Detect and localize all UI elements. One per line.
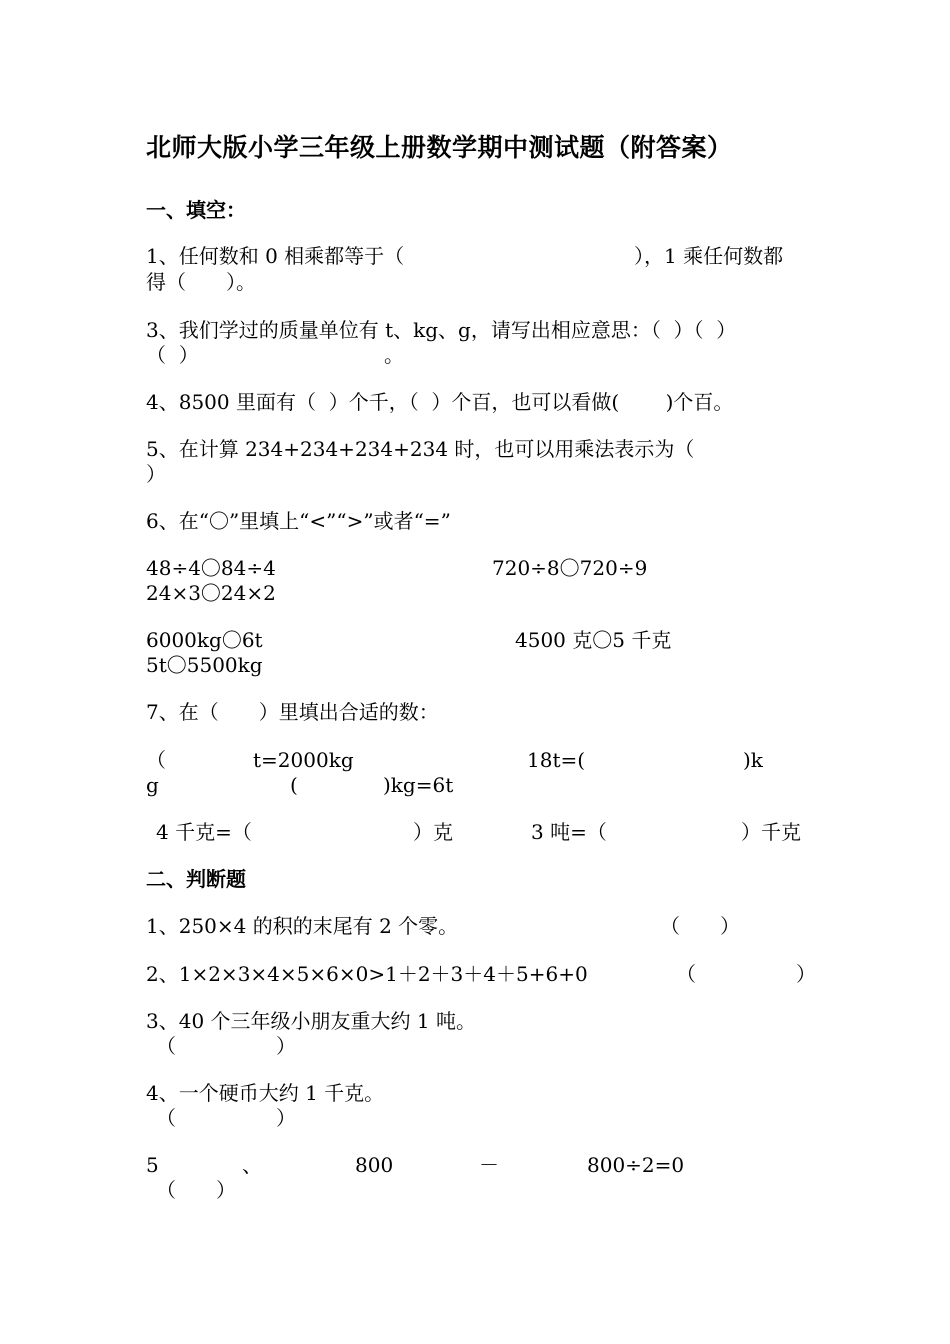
- q1-line1-part1: 1、任何数和 0 相乘都等于（: [146, 244, 405, 268]
- q7-r1-open-paren: （: [146, 748, 166, 772]
- q7-r1-18t: 18t=(: [527, 748, 586, 772]
- q1-line1-part2: ），1 乘任何数都: [634, 244, 784, 268]
- q6-compare-3: 24×3〇24×2: [146, 581, 276, 605]
- section-judgement-heading: 二、判断题: [146, 867, 246, 891]
- q5-line2: ）: [146, 462, 166, 486]
- j2-answer-paren: （ ）: [676, 962, 816, 986]
- j5-division: 800÷2=0: [587, 1153, 685, 1177]
- j5-separator: 、: [242, 1153, 262, 1177]
- j1-text: 1、250×4 的积的末尾有 2 个零。: [146, 914, 459, 938]
- q1-line2: 得（ ）。: [146, 270, 256, 294]
- q7-r2-3ton: 3 吨=（: [531, 820, 607, 844]
- q7-r2-gram: ）克: [413, 820, 453, 844]
- j1-answer-paren: （ ）: [660, 914, 740, 938]
- q6-compare-5: 4500 克〇5 千克: [515, 628, 672, 652]
- q6-compare-6: 5t〇5500kg: [146, 653, 263, 677]
- q7-r2-4kg: 4 千克=（: [156, 820, 252, 844]
- q7-r1-open-paren-2: (: [290, 773, 298, 797]
- j3-text: 3、40 个三年级小朋友重大约 1 吨。: [146, 1009, 476, 1033]
- q7-r1-kg-close: )k: [743, 748, 763, 772]
- q7-r1-g: g: [146, 773, 159, 797]
- document-title: 北师大版小学三年级上册数学期中测试题（附答案）: [146, 133, 733, 162]
- j5-answer-paren: （ ）: [156, 1178, 236, 1202]
- q4-line: 4、8500 里面有（ ）个千，（ ）个百，也可以看做( )个百。: [146, 390, 734, 414]
- j5-minus: －: [479, 1153, 499, 1177]
- q7-r1-t-2000kg: t=2000kg: [253, 748, 354, 772]
- q3-line1: 3、我们学过的质量单位有 t、kg、g，请写出相应意思：（ ）（ ）: [146, 318, 737, 342]
- q6-compare-4: 6000kg〇6t: [146, 628, 263, 652]
- q6-compare-1: 48÷4〇84÷4: [146, 556, 276, 580]
- q7-r1-kg-6t: )kg=6t: [383, 773, 454, 797]
- j3-answer-paren: （ ）: [156, 1034, 296, 1058]
- q6-compare-2: 720÷8〇720÷9: [492, 556, 648, 580]
- q5-line1: 5、在计算 234+234+234+234 时，也可以用乘法表示为（: [146, 437, 695, 461]
- section-fill-in-heading: 一、填空：: [146, 198, 246, 222]
- j4-text: 4、一个硬币大约 1 千克。: [146, 1081, 385, 1105]
- j5-value-800: 800: [355, 1153, 394, 1177]
- j4-answer-paren: （ ）: [156, 1106, 296, 1130]
- j5-number: 5: [146, 1153, 159, 1177]
- q6-stem: 6、在“〇”里填上“<”“>”或者“=”: [146, 509, 451, 533]
- q3-line2-paren: （ ）: [146, 343, 199, 367]
- q3-line2-period: 。: [384, 343, 404, 367]
- q7-r2-kilogram: ）千克: [741, 820, 801, 844]
- q7-stem: 7、在（ ）里填出合适的数：: [146, 700, 439, 724]
- j2-text: 2、1×2×3×4×5×6×0>1＋2＋3＋4＋5+6+0: [146, 962, 588, 986]
